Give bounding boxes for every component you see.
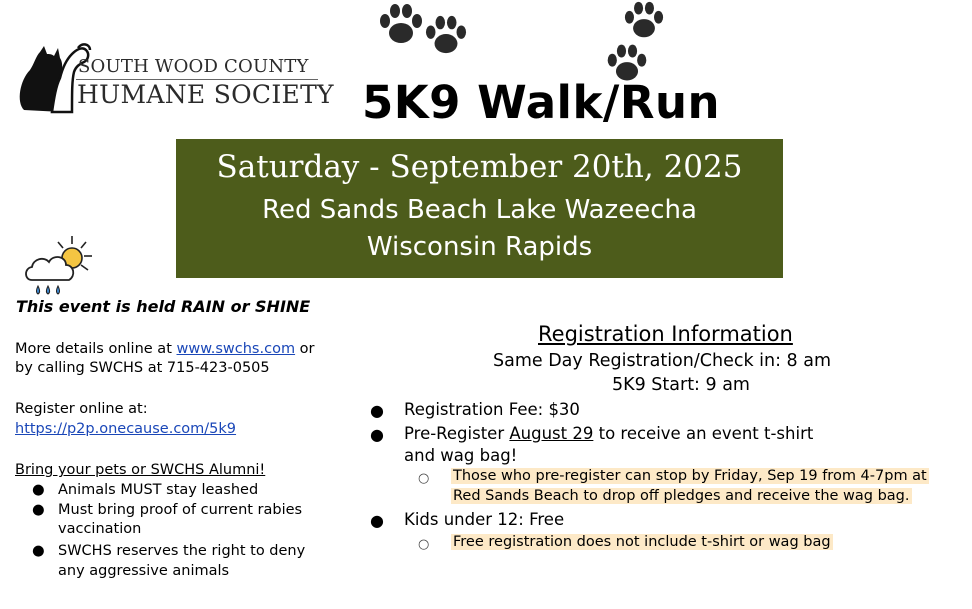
pets-item: Animals MUST stay leashed xyxy=(58,482,259,498)
sub-bullet-icon: ○ xyxy=(418,471,430,486)
bullet-icon: ● xyxy=(32,502,45,518)
registration-fee: Registration Fee: $30 xyxy=(404,400,580,419)
logo-text-line1: SOUTH WOOD COUNTY xyxy=(78,56,309,77)
event-title: 5K9 Walk/Run xyxy=(362,76,721,129)
logo-text-line2: HUMANE SOCIETY xyxy=(77,80,334,109)
pre-register-pickup-note-continued: Red Sands Beach to drop off pledges and receive the wag bag. xyxy=(453,488,910,504)
event-date: Saturday - September 20th, 2025 xyxy=(216,149,743,185)
bullet-icon: ● xyxy=(370,511,384,530)
event-location-line1: Red Sands Beach Lake Wazeecha xyxy=(262,195,697,225)
pre-register-pickup-note: Those who pre-register can stop by Friday, Sep 19 from 4-7pm at xyxy=(453,468,927,484)
bullet-icon: ● xyxy=(370,401,384,420)
details-line1: More details online at www.swchs.com or xyxy=(15,341,315,357)
event-location-line2: Wisconsin Rapids xyxy=(366,232,593,262)
bullet-icon: ● xyxy=(370,425,384,444)
website-link[interactable]: www.swchs.com xyxy=(176,341,296,357)
details-line2: by calling SWCHS at 715-423-0505 xyxy=(15,360,270,376)
date-banner xyxy=(176,139,783,278)
sub-bullet-icon: ○ xyxy=(418,537,430,552)
bullet-icon: ● xyxy=(32,543,45,559)
pets-heading: Bring your pets or SWCHS Alumni! xyxy=(15,462,266,478)
sun-cloud-rain-icon xyxy=(22,232,98,300)
pets-item-continued: any aggressive animals xyxy=(58,563,230,579)
pre-register-date: August 29 xyxy=(509,424,594,443)
paw-print-icon xyxy=(376,2,426,46)
register-link[interactable]: https://p2p.onecause.com/5k9 xyxy=(15,421,237,437)
start-time: 5K9 Start: 9 am xyxy=(612,375,750,395)
pre-register-line1: Pre-Register August 29 to receive an event t-shirt xyxy=(404,424,814,443)
pets-item: Must bring proof of current rabies xyxy=(58,502,303,518)
register-url xyxy=(15,421,236,437)
paw-print-icon xyxy=(422,14,470,56)
pets-item-continued: vaccination xyxy=(58,521,142,537)
bullet-icon: ● xyxy=(32,482,45,498)
registration-heading: Registration Information xyxy=(538,322,793,346)
register-label: Register online at: xyxy=(15,401,148,417)
kids-fee-note: Free registration does not include t-shirt or wag bag xyxy=(453,534,831,550)
kids-fee: Kids under 12: Free xyxy=(404,510,565,529)
same-day-registration: Same Day Registration/Check in: 8 am xyxy=(493,351,832,371)
pre-register-line2: and wag bag! xyxy=(404,446,518,465)
rain-or-shine-note: This event is held RAIN or SHINE xyxy=(16,297,311,316)
paw-print-icon xyxy=(620,0,668,40)
pets-item: SWCHS reserves the right to deny xyxy=(58,543,306,559)
